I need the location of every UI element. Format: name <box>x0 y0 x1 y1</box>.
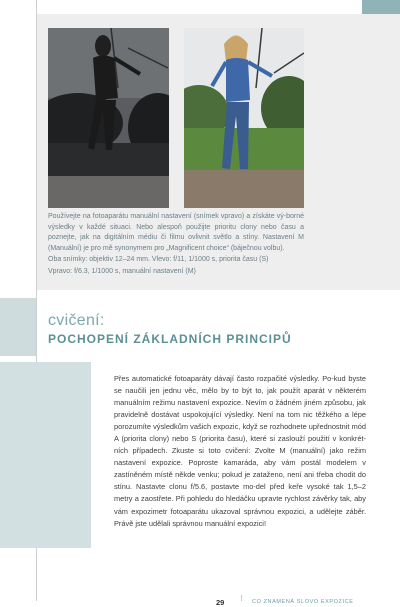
corner-tab <box>362 0 400 14</box>
running-head: CO ZNAMENÁ SLOVO EXPOZICE <box>252 599 354 605</box>
section-kicker: cvičení: <box>48 312 105 329</box>
body-paragraph <box>114 373 366 530</box>
caption-text: Používejte na fotoaparátu manuální nastavení (snímek vpravo) a získáte vý-borné výsledky v každé situaci. Nebo alespoň použijte prioritu clony nebo času a poznejte, jak na digitálním médiu či filmu ovlivnit světlo a stíny. Nastavení M (Manuální) je pro mě synonymem pro „Magnificent choice“ (báječnou volbu). <box>48 213 304 252</box>
page-number: 29 <box>216 598 225 607</box>
side-accent-bar <box>0 362 91 548</box>
heading-band <box>0 298 36 356</box>
photo-right-exposed <box>184 28 304 208</box>
photo-left-silhouette <box>48 28 169 208</box>
footer-divider <box>241 595 242 601</box>
caption-meta-2: Vpravo: f/6.3, 1/1000 s, manuální nastavení (M) <box>48 267 196 275</box>
photo-caption <box>48 212 304 277</box>
section-title: POCHOPENÍ ZÁKLADNÍCH PRINCIPŮ <box>48 332 292 346</box>
caption-meta-1: Oba snímky: objektiv 12–24 mm. Vlevo: f/11, 1/1000 s, priorita času (S) <box>48 256 269 263</box>
body-text: Přes automatické fotoaparáty dávají často rozpačité výsledky. Po-kud byste se naučili jen jednu věc, mělo by to být to, jak použít aparát v některém manuálním režimu nastavení expozice. Nevím o žádném jiném způsobu, jak pravidelně dostávat uspokojující výsledky. Není na tom nic těžkého a lépe porozumíte výsledkům vašich expozic, když se rozhodnete upřednostnit mód A (priorita clony) nebo S (priorita času), které si zaslouží použití v konkrét-ních případech. Zkuste si toto cvičení: Zvolte M (manuální) jako režim nastavení expozice. Poproste kamaráda, aby vám postál modelem v zastíněném místě někde venku; pokud je zataženo, není ani třeba chodit do stínu. Nastavte clonu f/5.6, postavte mo-del před keře vysoké tak 1,5–2 metry a zaostřete. Při pohledu do hledáčku upravte rychlost závěrky tak, aby vám expozimetr fotoaparátu ukazoval správnou expozici, a udělejte záběr. Právě jste udělali správnou manuální expozici! <box>114 374 366 528</box>
